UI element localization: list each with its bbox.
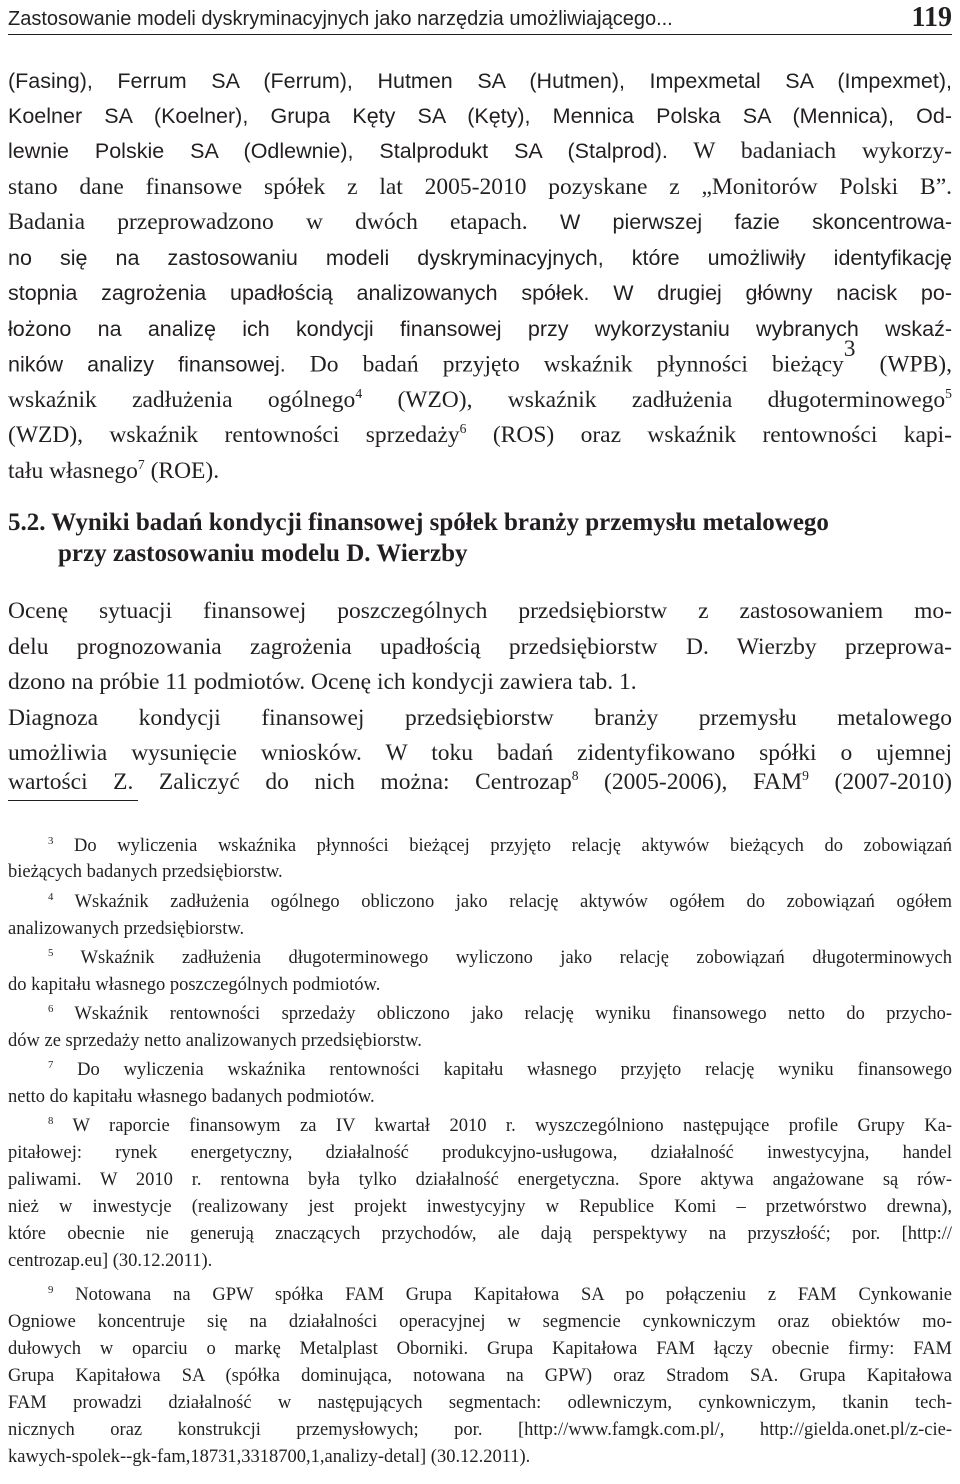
body-line: tału własnego$^7$ (ROE). — [8, 457, 220, 484]
footnote-ref[interactable]: 7 — [137, 457, 145, 473]
footnote-ref[interactable]: 3 — [843, 336, 856, 362]
body-line: Ocenę sytuacji finansowej poszczególnych przedsiębiorstw z zastosowaniem mo- — [8, 598, 952, 624]
footnote-9-cont: FAM prowadzi działalność w następujących segmentach: odlewniczym, cynkowniczym, tkanin tech- — [8, 1393, 952, 1413]
footnote-ref[interactable]: 8 — [571, 768, 579, 784]
footnote-separator — [8, 800, 138, 801]
footnote-4: $^4$ Wskaźnik zadłużenia ogólnego obliczono jako relację aktywów ogółem do zobowiązań ogółem — [48, 891, 952, 912]
footnote-6-cont: dów ze sprzedaży netto analizowanych przedsiębiorstw. — [8, 1031, 422, 1051]
body-line: łożono na analizę ich kondycji finansowej przy wykorzystaniu wybranych wskaź- — [8, 317, 952, 341]
body-line: Badania przeprowadzono w dwóch etapach. W pierwszej fazie skoncentrowa- — [8, 209, 952, 235]
body-line: (Fasing), Ferrum SA (Ferrum), Hutmen SA (Hutmen), Impexmetal SA (Impexmet), — [8, 69, 952, 93]
body-line: ników analizy finansowej. Do badań przyjęto wskaźnik płynności bieżący$^3$ (WPB), — [8, 336, 952, 378]
page-number: 119 — [911, 2, 952, 33]
body-line: wartości Z. Zaliczyć do nich można: Centrozap$^8$ (2005-2006), FAM$^9$ (2007-2010) — [8, 768, 952, 795]
body-line: stopnia zagrożenia upadłością analizowanych spółek. W drugiej główny nacisk po- — [8, 281, 952, 305]
section-heading-cont: przy zastosowaniu modelu D. Wierzby — [58, 540, 468, 567]
body-line: stano dane finansowe spółek z lat 2005-2010 pozyskane z „Monitorów Polski B”. — [8, 174, 952, 200]
footnote-8-cont: pitałowej: rynek energetyczny, działalność produkcyjno-usługowa, działalność inwestycyjna, handel — [8, 1143, 952, 1163]
footnote-8-cont: które obecnie nie generują znaczących przychodów, ale dają perspektywy na przyszłość; por. [http:// — [8, 1224, 952, 1244]
footnote-ref[interactable]: 4 — [355, 386, 363, 402]
footnote-8: $^8$ W raporcie finansowym za IV kwartał 2010 r. wyszczególniono następujące profile Grupy Ka- — [48, 1115, 952, 1136]
body-line: Diagnoza kondycji finansowej przedsiębiorstw branży przemysłu metalowego — [8, 705, 952, 731]
footnote-7: $^7$ Do wyliczenia wskaźnika rentowności kapitału własnego przyjęto relację wyniku finansowego — [48, 1059, 952, 1080]
footnote-9-cont: nicznych oraz konstrukcji przemysłowych; por. [http://www.famgk.com.pl/, http://gielda.onet.pl/z-cie- — [8, 1420, 952, 1440]
footnote-9: $^9$ Notowana na GPW spółka FAM Grupa Kapitałowa SA po połączeniu z FAM Cynkowanie — [48, 1284, 952, 1305]
footnote-4-cont: analizowanych przedsiębiorstw. — [8, 919, 245, 939]
body-line: Koelner SA (Koelner), Grupa Kęty SA (Kęty), Mennica Polska SA (Mennica), Od- — [8, 104, 952, 128]
body-line: delu prognozowania zagrożenia upadłością przedsiębiorstw D. Wierzby przeprowa- — [8, 634, 952, 660]
footnote-3-cont: bieżących badanych przedsiębiorstw. — [8, 862, 283, 882]
footnote-5: $^5$ Wskaźnik zadłużenia długoterminowego wyliczono jako relację zobowiązań długoterminowych — [48, 947, 952, 968]
footnote-9-cont: dułowych w oparciu o markę Metalplast Oborniki. Grupa Kapitałowa FAM łączy obecnie firmy: FAM — [8, 1339, 952, 1359]
running-title: Zastosowanie modeli dyskryminacyjnych jako narzędzia umożliwiającego... — [8, 8, 673, 30]
footnote-ref[interactable]: 6 — [459, 421, 467, 437]
footnote-9-cont: kawych-spolek--gk-fam,18731,3318700,1,analizy-detal] (30.12.2011). — [8, 1447, 531, 1467]
body-line: dzono na próbie 11 podmiotów. Ocenę ich kondycji zawiera tab. 1. — [8, 669, 637, 695]
footnote-8-cont: paliwami. W 2010 r. rentowna była tylko działalność energetyczna. Spore aktywa angażowane są rów- — [8, 1170, 952, 1190]
running-header — [8, 4, 952, 35]
footnote-6: $^6$ Wskaźnik rentowności sprzedaży obliczono jako relację wyniku finansowego netto do przycho- — [48, 1003, 952, 1024]
footnote-8-cont: nież w inwestycje (realizowany jest projekt inwestycyjny w Republice Komi – przetwórstwo drewna), — [8, 1197, 952, 1217]
footnote-7-cont: netto do kapitału własnego badanych podmiotów. — [8, 1087, 375, 1107]
body-line: wskaźnik zadłużenia ogólnego$^4$ (WZO), wskaźnik zadłużenia długoterminowego$^5$ — [8, 386, 952, 413]
footnote-ref[interactable]: 9 — [802, 768, 809, 784]
footnote-ref[interactable]: 5 — [945, 386, 952, 402]
footnote-5-cont: do kapitału własnego poszczególnych podmiotów. — [8, 975, 381, 995]
body-line: no się na zastosowaniu modeli dyskryminacyjnych, które umożliwiły identyfikację — [8, 246, 952, 270]
body-line: umożliwia wysunięcie wniosków. W toku badań zidentyfikowano spółki o ujemnej — [8, 740, 952, 766]
footnote-9-cont: Grupa Kapitałowa SA (spółka dominująca, notowana na GPW) oraz Stradom SA. Grupa Kapitałowa — [8, 1366, 952, 1386]
body-line: lewnie Polskie SA (Odlewnie), Stalprodukt SA (Stalprod). W badaniach wykorzy- — [8, 138, 952, 164]
body-line: (WZD), wskaźnik rentowności sprzedaży$^6$ (ROS) oraz wskaźnik rentowności kapi- — [8, 421, 952, 448]
section-heading: 5.2. Wyniki badań kondycji finansowej spółek branży przemysłu metalowego — [8, 509, 829, 536]
footnote-8-cont: centrozap.eu] (30.12.2011). — [8, 1251, 213, 1271]
footnote-3: $^3$ Do wyliczenia wskaźnika płynności bieżącej przyjęto relację aktywów bieżących do zobowiązań — [48, 835, 952, 856]
footnote-9-cont: Ogniowe koncentruje się na działalności operacyjnej w segmencie cynkowniczym oraz obiektów mo- — [8, 1312, 952, 1332]
